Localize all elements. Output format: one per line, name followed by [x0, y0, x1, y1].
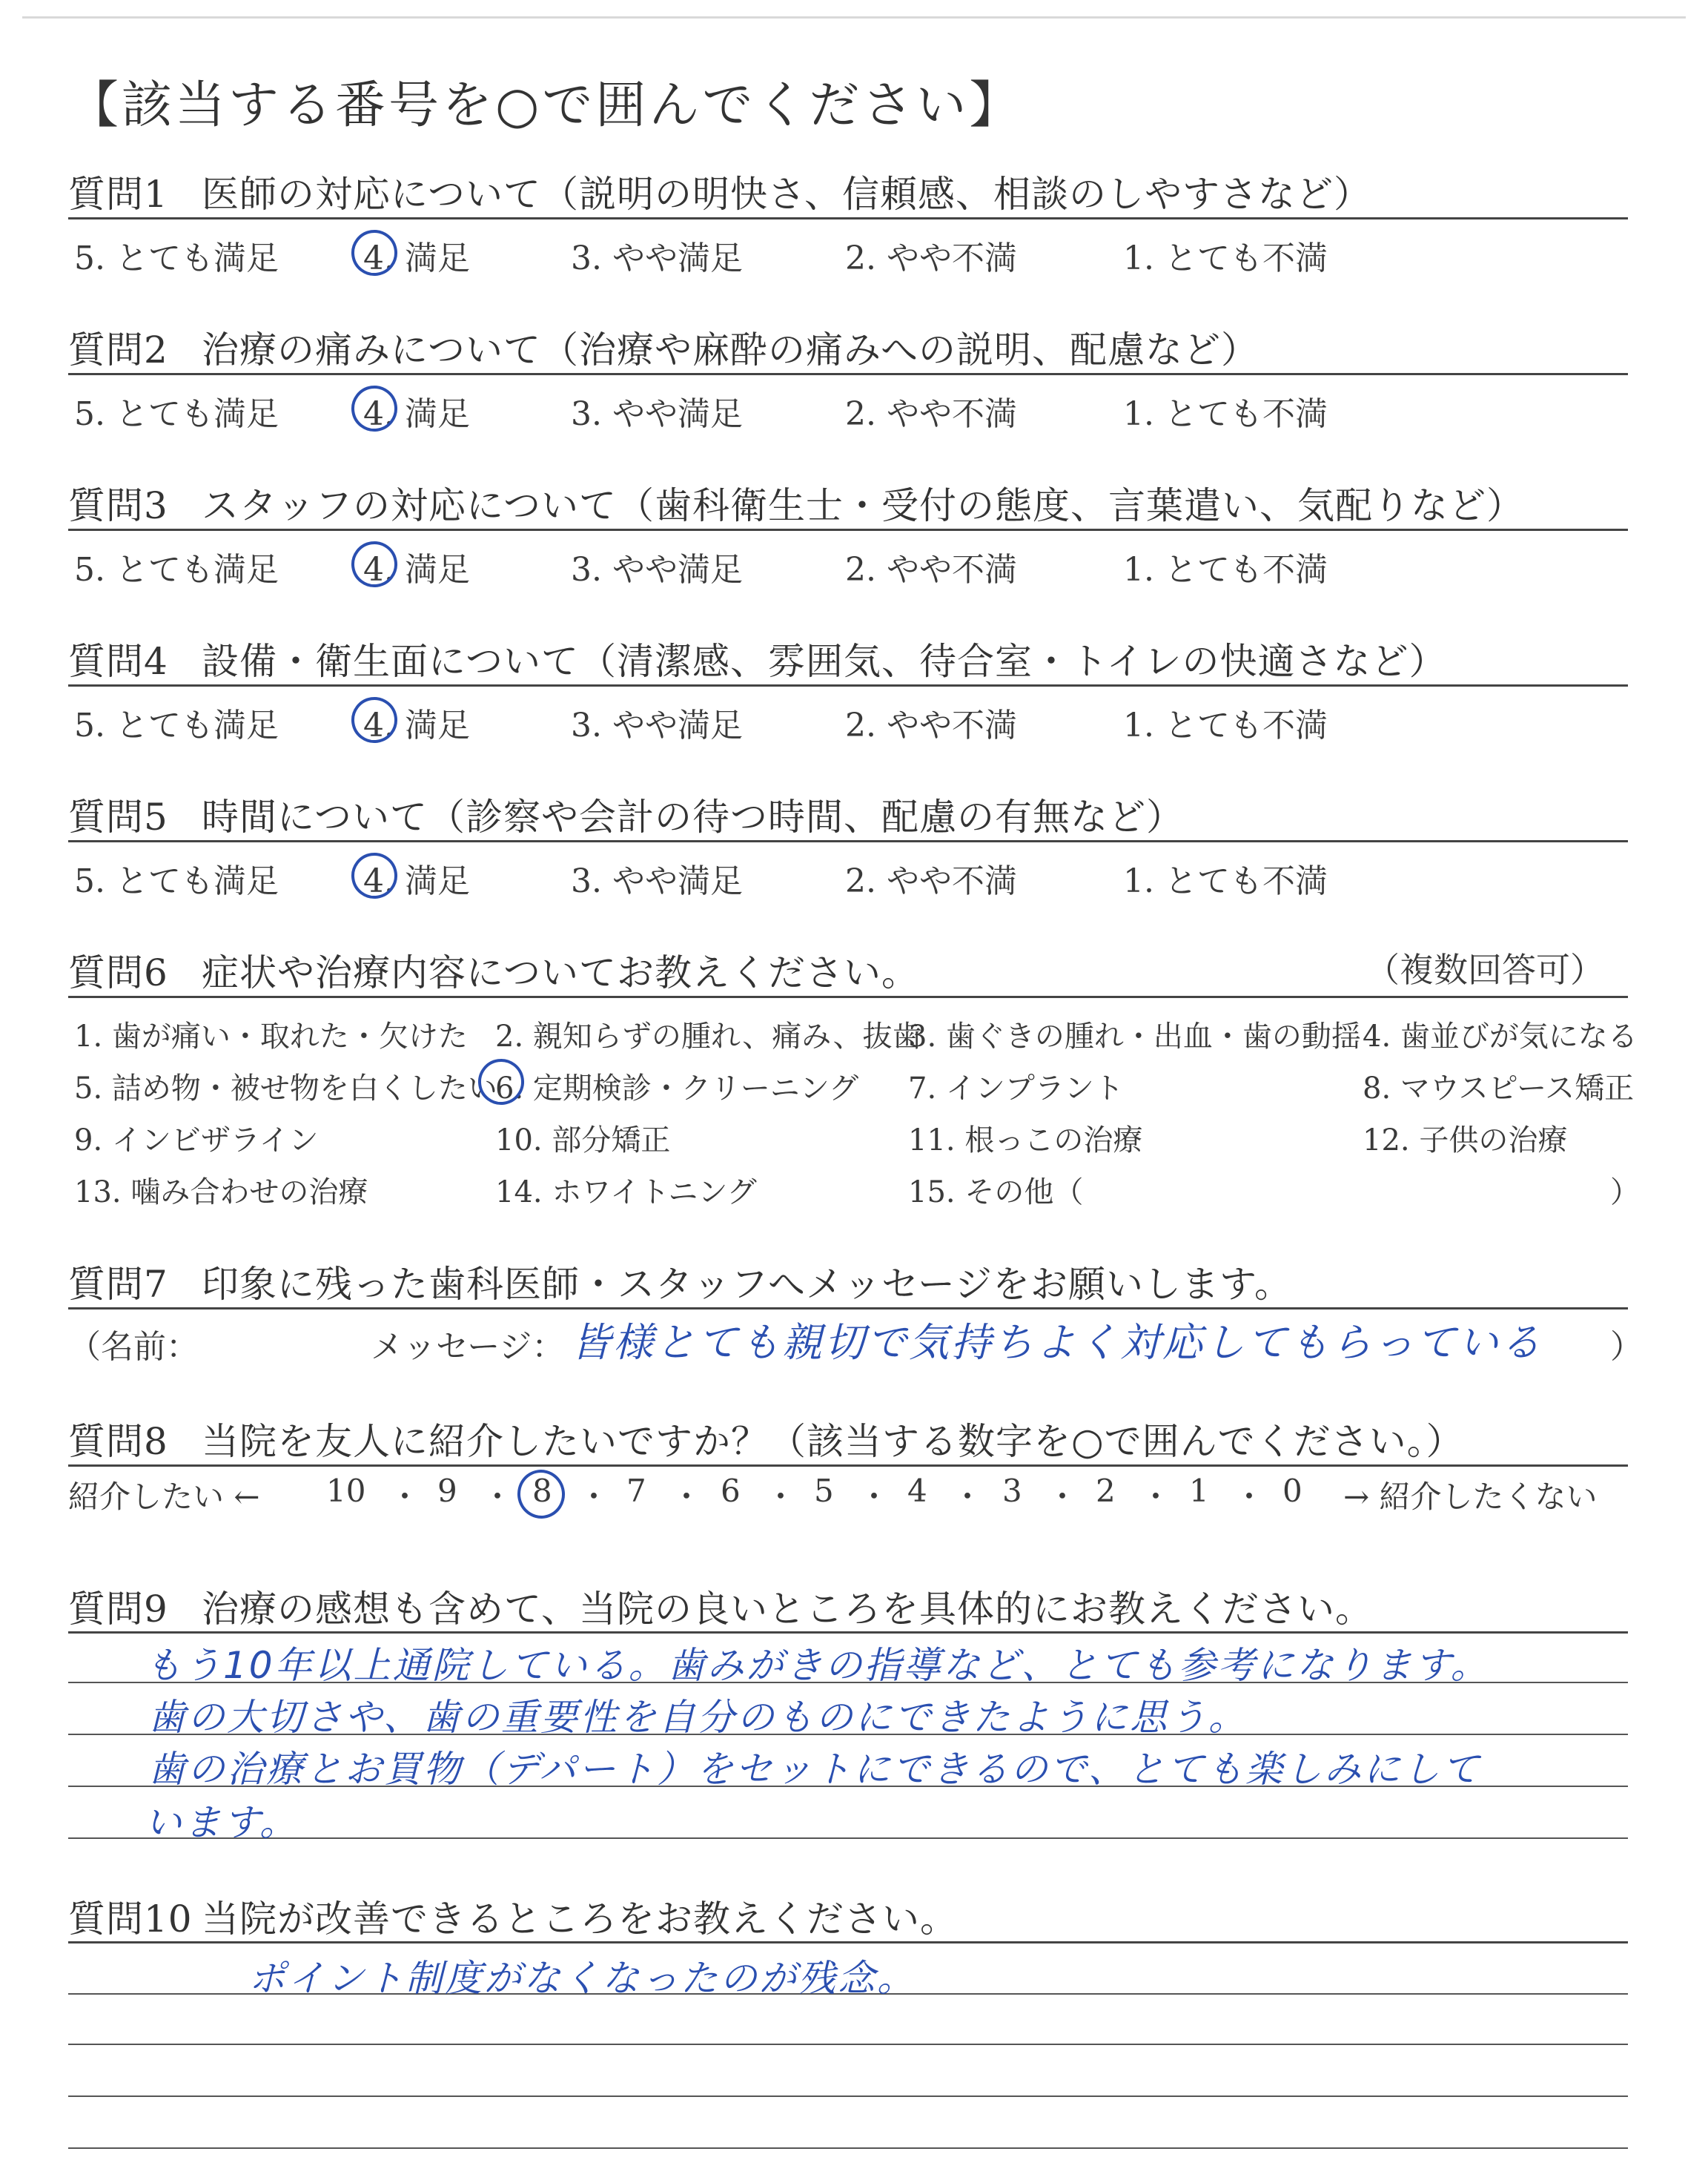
answer-line: [68, 2147, 1628, 2149]
q4-option-2[interactable]: 2. やや不満: [845, 707, 1017, 744]
q1-option-2[interactable]: 2. やや不満: [845, 240, 1017, 277]
q1-option-5[interactable]: 5. とても満足: [74, 240, 279, 277]
scale-separator: ・: [482, 1479, 514, 1515]
scale-7[interactable]: 7: [626, 1473, 646, 1509]
q5-option-4[interactable]: 4. 満足: [363, 862, 470, 900]
scale-separator: ・: [1140, 1479, 1172, 1515]
question-5-heading: [68, 787, 1184, 841]
question-9-rule: [68, 1631, 1628, 1634]
question-4-number: 質問4: [68, 640, 168, 683]
name-label: （名前：: [68, 1328, 199, 1366]
q4-option-1[interactable]: 1. とても不満: [1123, 707, 1328, 744]
q3-option-2[interactable]: 2. やや不満: [845, 551, 1017, 589]
answer-line: [68, 2095, 1628, 2097]
scale-left-label: 紹介したい ←: [68, 1479, 260, 1515]
q3-option-3[interactable]: 3. やや満足: [571, 551, 743, 589]
question-3-number: 質問3: [68, 484, 168, 527]
scale-separator: ・: [952, 1479, 984, 1515]
question-10-heading: [68, 1889, 958, 1943]
scale-separator: ・: [578, 1479, 610, 1515]
question-5-text: 時間について（診察や会計の待つ時間、配慮の有無など）: [202, 796, 1184, 839]
question-3-text: スタッフの対応について（歯科衛生士・受付の態度、言葉遣い、気配りなど）: [202, 484, 1524, 527]
q3-option-4[interactable]: 4. 満足: [363, 551, 470, 589]
question-7-heading: [68, 1255, 1292, 1308]
q6-option-2[interactable]: 2. 親知らずの腫れ、痛み、抜歯: [495, 1020, 922, 1054]
q3-option-1[interactable]: 1. とても不満: [1123, 551, 1328, 589]
question-5-rule: [68, 840, 1628, 842]
message-handwritten: 皆様とても親切で気持ちよく対応してもらっている: [571, 1319, 1543, 1366]
q6-option-6[interactable]: 6. 定期検診・クリーニング: [495, 1071, 859, 1106]
q9-answer-line-3: 歯の治療とお買物（デパート）をセットにできるので、とても楽しみにして: [148, 1748, 1481, 1791]
top-divider: [22, 16, 1686, 19]
scale-0[interactable]: 0: [1282, 1473, 1302, 1509]
q1-option-4[interactable]: 4. 満足: [363, 240, 470, 277]
scale-separator: ・: [1047, 1479, 1079, 1515]
scale-1[interactable]: 1: [1189, 1473, 1209, 1509]
q1-option-3[interactable]: 3. やや満足: [571, 240, 743, 277]
question-1-text: 医師の対応について（説明の明快さ、信頼感、相談のしやすさなど）: [202, 173, 1371, 216]
scale-9[interactable]: 9: [437, 1473, 457, 1509]
question-2-text: 治療の痛みについて（治療や麻酔の痛みへの説明、配慮など）: [202, 328, 1259, 371]
question-2-rule: [68, 373, 1628, 375]
question-8-rule: [68, 1464, 1628, 1467]
q6-option-5[interactable]: 5. 詰め物・被せ物を白くしたい: [74, 1071, 497, 1106]
question-5-number: 質問5: [68, 796, 168, 839]
q6-option-3[interactable]: 3. 歯ぐきの腫れ・出血・歯の動揺: [908, 1020, 1361, 1054]
q9-answer-line-2: 歯の大切さや、歯の重要性を自分のものにできたように思う。: [148, 1696, 1248, 1739]
question-1-rule: [68, 217, 1628, 219]
scale-separator: ・: [671, 1479, 703, 1515]
q6-other-close-paren: ）: [1610, 1175, 1640, 1209]
q10-answer-line-1: ポイント制度がなくなったのが残念。: [248, 1957, 916, 2000]
scale-3[interactable]: 3: [1002, 1473, 1022, 1509]
scale-right-label: → 紹介したくない: [1343, 1479, 1598, 1515]
question-7-number: 質問7: [68, 1263, 168, 1306]
q6-option-11[interactable]: 11. 根っこの治療: [908, 1123, 1143, 1157]
question-4-rule: [68, 684, 1628, 687]
question-8-text: 当院を友人に紹介したいですか？（該当する数字を○で囲んでください。）: [202, 1420, 1464, 1463]
q6-option-13[interactable]: 13. 噛み合わせの治療: [74, 1175, 368, 1209]
q4-option-4[interactable]: 4. 満足: [363, 707, 470, 744]
question-6-heading: [68, 943, 919, 997]
question-7-text: 印象に残った歯科医師・スタッフへメッセージをお願いします。: [202, 1263, 1292, 1306]
q4-option-3[interactable]: 3. やや満足: [571, 707, 743, 744]
question-9-heading: [68, 1579, 1373, 1633]
question-4-text: 設備・衛生面について（清潔感、雰囲気、待合室・トイレの快適さなど）: [202, 640, 1447, 683]
scale-separator: ・: [1234, 1479, 1265, 1515]
question-6-number: 質問6: [68, 951, 168, 994]
scale-4[interactable]: 4: [907, 1473, 927, 1509]
scale-separator: ・: [765, 1479, 797, 1515]
q2-option-3[interactable]: 3. やや満足: [571, 395, 743, 433]
q6-option-14[interactable]: 14. ホワイトニング: [495, 1175, 757, 1209]
scale-separator: ・: [858, 1479, 890, 1515]
q6-option-4[interactable]: 4. 歯並びが気になる: [1363, 1020, 1638, 1054]
q6-option-8[interactable]: 8. マウスピース矯正: [1363, 1071, 1635, 1106]
q2-option-2[interactable]: 2. やや不満: [845, 395, 1017, 433]
q8-selection-circle: [514, 1467, 569, 1522]
q4-option-5[interactable]: 5. とても満足: [74, 707, 279, 744]
q6-option-15[interactable]: 15. その他（: [908, 1175, 1084, 1209]
q9-answer-line-1: もう10年以上通院している。歯みがきの指導など、とても参考になります。: [145, 1644, 1490, 1687]
q9-answer-line-4: います。: [145, 1801, 299, 1844]
page-title: 【該当する番号を○で囲んでください】: [68, 76, 1023, 135]
q6-option-9[interactable]: 9. インビザライン: [74, 1123, 319, 1157]
question-10-text: 当院が改善できるところをお教えください。: [202, 1898, 958, 1941]
q2-option-1[interactable]: 1. とても不満: [1123, 395, 1328, 433]
scale-10[interactable]: 10: [326, 1473, 366, 1509]
q1-option-1[interactable]: 1. とても不満: [1123, 240, 1328, 277]
q2-option-4[interactable]: 4. 満足: [363, 395, 470, 433]
q5-option-2[interactable]: 2. やや不満: [845, 862, 1017, 900]
question-6-rule: [68, 996, 1628, 998]
question-2-heading: [68, 320, 1259, 374]
question-9-number: 質問9: [68, 1588, 168, 1631]
question-8-heading: [68, 1412, 1464, 1465]
message-close-paren: ）: [1610, 1328, 1643, 1366]
question-1-heading: [68, 165, 1371, 218]
q5-option-3[interactable]: 3. やや満足: [571, 862, 743, 900]
answer-line: [68, 2044, 1628, 2045]
q5-option-1[interactable]: 1. とても不満: [1123, 862, 1328, 900]
q6-option-10[interactable]: 10. 部分矯正: [495, 1123, 671, 1157]
scale-8[interactable]: 8: [532, 1473, 552, 1509]
q3-option-5[interactable]: 5. とても満足: [74, 551, 279, 589]
question-1-number: 質問1: [68, 173, 168, 216]
scale-separator: ・: [389, 1479, 421, 1515]
question-10-rule: [68, 1941, 1628, 1943]
question-9-text: 治療の感想も含めて、当院の良いところを具体的にお教えください。: [202, 1588, 1373, 1631]
question-3-heading: [68, 476, 1524, 529]
question-6-text: 症状や治療内容についてお教えください。: [202, 951, 919, 994]
question-7-rule: [68, 1307, 1628, 1309]
scale-2[interactable]: 2: [1096, 1473, 1116, 1509]
question-4-heading: [68, 632, 1447, 685]
question-10-number: 質問10: [68, 1898, 193, 1941]
scale-6[interactable]: 6: [721, 1473, 741, 1509]
question-8-number: 質問8: [68, 1420, 168, 1463]
multiple-answers-note: （複数回答可）: [1366, 950, 1604, 990]
q2-option-5[interactable]: 5. とても満足: [74, 395, 279, 433]
message-label: メッセージ：: [371, 1328, 565, 1366]
question-2-number: 質問2: [68, 328, 168, 371]
q6-option-7[interactable]: 7. インプラント: [908, 1071, 1124, 1106]
q6-option-1[interactable]: 1. 歯が痛い・取れた・欠けた: [74, 1020, 468, 1054]
question-3-rule: [68, 529, 1628, 531]
q6-option-12[interactable]: 12. 子供の治療: [1363, 1123, 1568, 1157]
q5-option-5[interactable]: 5. とても満足: [74, 862, 279, 900]
answer-line: [68, 1837, 1628, 1839]
scale-5[interactable]: 5: [814, 1473, 834, 1509]
